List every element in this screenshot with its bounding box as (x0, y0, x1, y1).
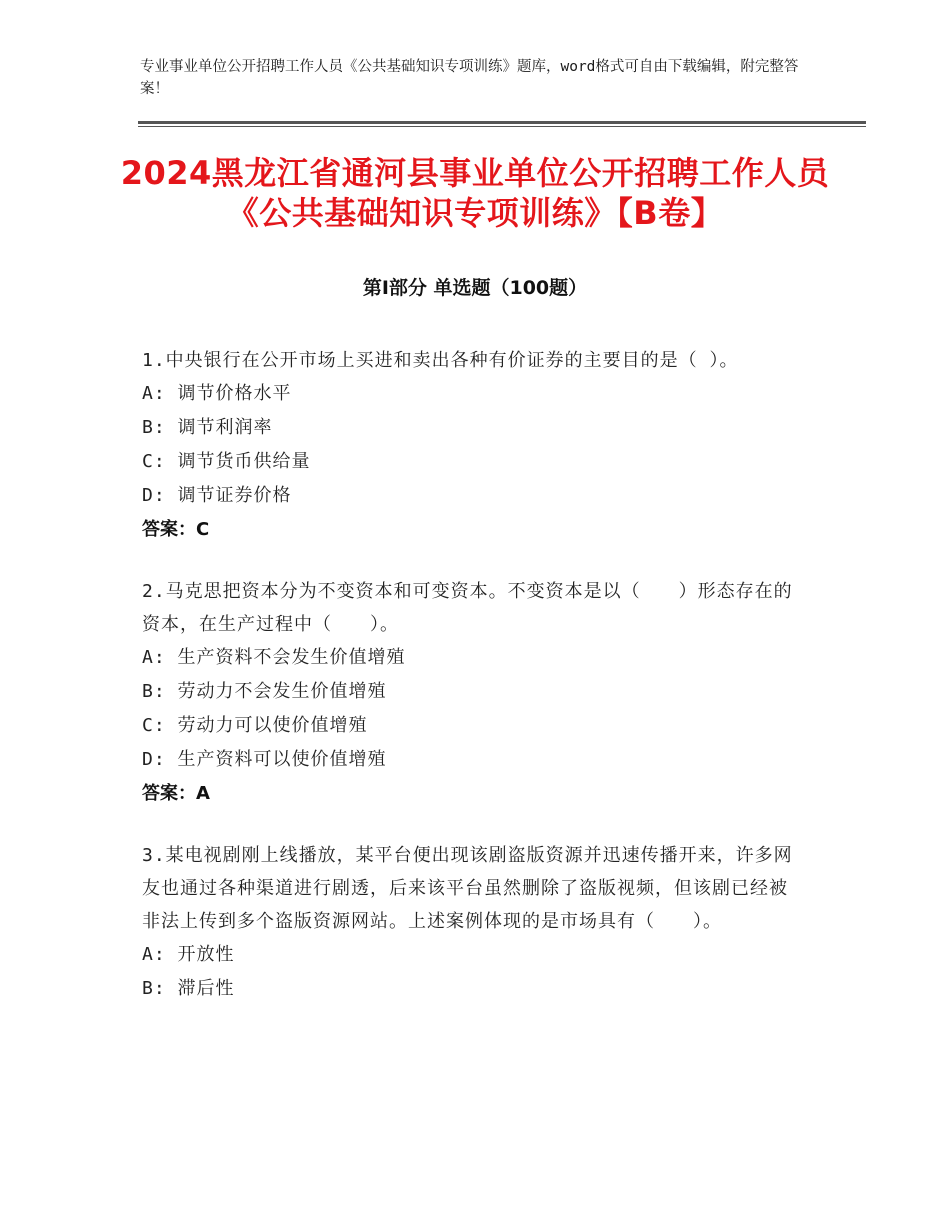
option-d: D: 调节证券价格 (142, 485, 292, 506)
question-list (142, 344, 802, 1034)
question-1 (142, 344, 802, 547)
option-b: B: 调节利润率 (142, 417, 273, 438)
option-c: C: 劳动力可以使价值增殖 (142, 715, 368, 736)
answer: 答案：A (142, 783, 210, 804)
option-a: A: 调节价格水平 (142, 383, 292, 404)
question-stem: 1.中央银行在公开市场上买进和卖出各种有价证券的主要目的是（ ）。 (142, 350, 739, 371)
option-b: B: 劳动力不会发生价值增殖 (142, 681, 387, 702)
header-rule-thin (138, 126, 866, 127)
section-heading: 第Ⅰ部分 单选题（100题） (362, 277, 588, 299)
question-stem: 2.马克思把资本分为不变资本和可变资本。不变资本是以（ ）形态存在的资本，在生产过程中（ ）。 (142, 581, 793, 635)
question-3 (142, 839, 802, 1006)
option-c: C: 调节货币供给量 (142, 451, 311, 472)
document-title: 2024黑龙江省通河县事业单位公开招聘工作人员《公共基础知识专项训练》【B卷】 (120, 154, 830, 232)
question-stem: 3.某电视剧刚上线播放，某平台便出现该剧盗版资源并迅速传播开来，许多网友也通过各种渠道进行剧透，后来该平台虽然删除了盗版视频，但该剧已经被非法上传到多个盗版资源网站。上述案例体现的是市场具有（ ）。 (142, 845, 793, 932)
option-d: D: 生产资料可以使价值增殖 (142, 749, 387, 770)
question-2 (142, 575, 802, 811)
option-a: A: 生产资料不会发生价值增殖 (142, 647, 406, 668)
header-note: 专业事业单位公开招聘工作人员《公共基础知识专项训练》题库，word格式可自由下载编辑，附完整答案！ (140, 59, 799, 97)
option-b: B: 滞后性 (142, 978, 235, 999)
option-a: A: 开放性 (142, 944, 235, 965)
header-rule-thick (138, 121, 866, 124)
answer: 答案：C (142, 519, 210, 540)
